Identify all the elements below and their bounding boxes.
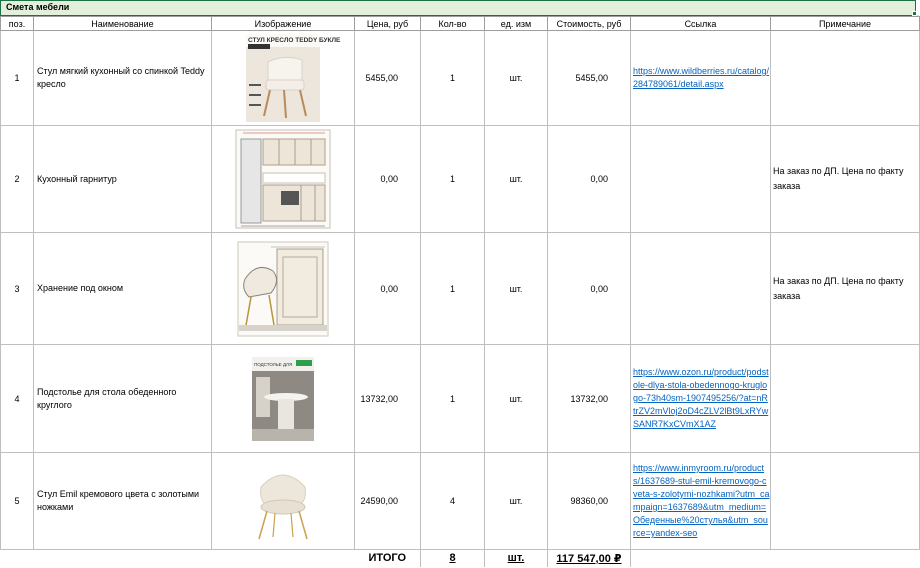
cell-unit[interactable]: шт. xyxy=(485,233,548,345)
image-caption: СТУЛ КРЕСЛО TEDDY БУКЛЕ xyxy=(248,37,341,44)
header-pos[interactable]: поз. xyxy=(1,17,34,31)
cell-unit[interactable]: шт. xyxy=(485,453,548,550)
cell-name[interactable]: Хранение под окном xyxy=(34,233,212,345)
table-row xyxy=(1,233,920,345)
cell-qty[interactable]: 1 xyxy=(421,31,485,126)
cell-price[interactable]: 5455,00 xyxy=(355,31,421,126)
table-row xyxy=(1,31,920,126)
cell-note[interactable]: На заказ по ДП. Цена по факту заказа xyxy=(771,126,920,233)
cell-link[interactable] xyxy=(631,345,771,453)
cell-price[interactable]: 24590,00 xyxy=(355,453,421,550)
cell-qty[interactable]: 1 xyxy=(421,233,485,345)
cell-price[interactable]: 0,00 xyxy=(355,233,421,345)
header-unit[interactable]: ед. изм xyxy=(485,17,548,31)
header-link[interactable]: Ссылка xyxy=(631,17,771,31)
cell-unit[interactable]: шт. xyxy=(485,31,548,126)
cell-image[interactable] xyxy=(212,31,355,126)
chair-teddy-image[interactable] xyxy=(246,34,341,122)
header-name[interactable]: Наименование xyxy=(34,17,212,31)
header-cost[interactable]: Стоимость, руб xyxy=(548,17,631,31)
cell-link[interactable] xyxy=(631,31,771,126)
header-note[interactable]: Примечание xyxy=(771,17,920,31)
cell-image[interactable] xyxy=(212,233,355,345)
cell-pos[interactable]: 1 xyxy=(1,31,34,126)
total-empty xyxy=(34,550,212,567)
header-price[interactable]: Цена, руб xyxy=(355,17,421,31)
header-row xyxy=(1,17,920,31)
total-empty xyxy=(212,550,355,567)
total-unit[interactable]: шт. xyxy=(485,550,548,567)
cell-unit[interactable]: шт. xyxy=(485,345,548,453)
window-storage-drawing-image[interactable] xyxy=(237,241,329,337)
total-row xyxy=(1,550,920,567)
product-link[interactable]: https://www.wildberries.ru/catalog/284789061/detail.aspx xyxy=(633,66,770,89)
cell-name[interactable]: Стул мягкий кухонный со спинкой Teddy кресло xyxy=(34,31,212,126)
cell-qty[interactable]: 1 xyxy=(421,126,485,233)
title-row xyxy=(0,0,919,16)
total-empty xyxy=(631,550,771,567)
cell-cost[interactable]: 13732,00 xyxy=(548,345,631,453)
product-link[interactable]: https://www.inmyroom.ru/products/1637689-stul-emil-kremovogo-cveta-s-zolotymi-nozhkami?utm_campaign=1637689&utm_medium=Обеденные%20стулья&utm_source=yandex-seo xyxy=(633,463,770,538)
header-image[interactable]: Изображение xyxy=(212,17,355,31)
cell-cost[interactable]: 0,00 xyxy=(548,126,631,233)
cell-qty[interactable]: 1 xyxy=(421,345,485,453)
cell-note[interactable]: На заказ по ДП. Цена по факту заказа xyxy=(771,233,920,345)
table-row xyxy=(1,453,920,550)
cell-price[interactable]: 13732,00 xyxy=(355,345,421,453)
total-cost[interactable]: 117 547,00 ₽ xyxy=(548,550,631,567)
total-empty xyxy=(1,550,34,567)
cell-image[interactable] xyxy=(212,453,355,550)
cell-name[interactable]: Подстолье для стола обеденного круглого xyxy=(34,345,212,453)
cell-cost[interactable]: 98360,00 xyxy=(548,453,631,550)
cell-pos[interactable]: 4 xyxy=(1,345,34,453)
cell-link[interactable] xyxy=(631,126,771,233)
cell-link[interactable] xyxy=(631,233,771,345)
total-qty[interactable]: 8 xyxy=(421,550,485,567)
cell-image[interactable] xyxy=(212,126,355,233)
cell-note[interactable] xyxy=(771,345,920,453)
cell-pos[interactable]: 5 xyxy=(1,453,34,550)
total-label[interactable]: ИТОГО xyxy=(355,550,421,567)
kitchen-drawing-image[interactable] xyxy=(235,129,331,229)
table-base-image[interactable] xyxy=(252,357,314,441)
cell-cost[interactable]: 5455,00 xyxy=(548,31,631,126)
cell-pos[interactable]: 2 xyxy=(1,126,34,233)
cell-qty[interactable]: 4 xyxy=(421,453,485,550)
cell-pos[interactable]: 3 xyxy=(1,233,34,345)
product-link[interactable]: https://www.ozon.ru/product/podstole-dlya-stola-obedennogo-kruglogo-73h40sm-1907495256/?at=nRtrZV2mVloj2oD4cZLV2lBt9LxRYwSANR7KxCVmX1AZ xyxy=(633,367,769,429)
cell-link[interactable] xyxy=(631,453,771,550)
header-qty[interactable]: Кол-во xyxy=(421,17,485,31)
cell-name[interactable]: Кухонный гарнитур xyxy=(34,126,212,233)
estimate-table xyxy=(0,16,920,567)
cell-name[interactable]: Стул Emil кремового цвета с золотыми ножками xyxy=(34,453,212,550)
cell-price[interactable]: 0,00 xyxy=(355,126,421,233)
cell-note[interactable] xyxy=(771,453,920,550)
cell-note[interactable] xyxy=(771,31,920,126)
title-cell[interactable]: Смета мебели xyxy=(0,0,916,16)
total-empty xyxy=(771,550,920,567)
table-row xyxy=(1,345,920,453)
image-caption: ПОДСТОЛЬЕ ДЛЯ xyxy=(254,361,293,367)
table-row xyxy=(1,126,920,233)
cell-image[interactable] xyxy=(212,345,355,453)
chair-emil-image[interactable] xyxy=(243,457,323,545)
cell-unit[interactable]: шт. xyxy=(485,126,548,233)
cell-cost[interactable]: 0,00 xyxy=(548,233,631,345)
